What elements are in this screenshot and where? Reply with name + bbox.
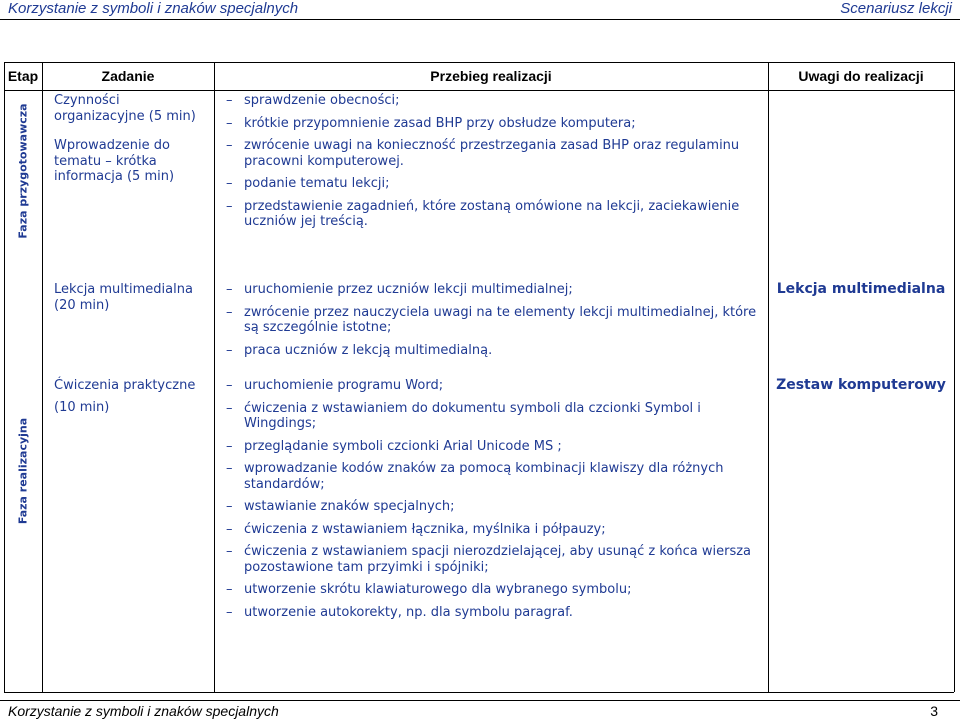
list-item: – ćwiczenia z wstawianiem spacji nierozdzielającej, aby usunąć z końca wiersza pozostawione tam przyimki i spójniki;	[222, 544, 762, 575]
row1-task-organizational: Czynności organizacyjne (5 min)	[54, 93, 196, 124]
list-item: – zwrócenie przez nauczyciela uwagi na te elementy lekcji multimedialnej, które są szczególnie istotne;	[222, 305, 762, 336]
col-divider-3	[768, 62, 769, 692]
header-title: Korzystanie z symboli i znaków specjalnych	[8, 0, 299, 17]
list-item: – sprawdzenie obecności;	[222, 93, 762, 109]
col-header-przebieg: Przebieg realizacji	[430, 68, 552, 84]
row1-task	[54, 93, 209, 185]
lesson-table	[4, 62, 954, 692]
row2-note: Lekcja multimedialna	[776, 281, 946, 297]
list-item: – utworzenie autokorekty, np. dla symbolu paragraf.	[222, 605, 762, 621]
col-header-zadanie: Zadanie	[101, 68, 155, 84]
col-header-uwagi: Uwagi do realizacji	[798, 68, 924, 84]
phase-realization-label: Faza realizacyjna	[16, 417, 30, 525]
row2-task-duration: (20 min)	[54, 297, 110, 313]
list-item: – utworzenie skrótu klawiaturowego dla wybranego symbolu;	[222, 582, 762, 598]
row3-task-duration: (10 min)	[54, 399, 110, 415]
row1-procedure	[222, 93, 762, 237]
row2-task-title: Lekcja multimedialna	[54, 282, 193, 297]
phase-realization	[4, 372, 42, 570]
row2-task	[54, 282, 209, 313]
footer-title: Korzystanie z symboli i znaków specjalnych	[8, 703, 279, 719]
phase-preparatory	[4, 90, 42, 252]
header-rule	[0, 19, 960, 20]
col-divider-2	[214, 62, 215, 692]
list-item: – ćwiczenia z wstawianiem do dokumentu symboli dla czcionki Symbol i Wingdings;	[222, 401, 762, 432]
list-item: – uruchomienie przez uczniów lekcji multimedialnej;	[222, 282, 762, 298]
list-item: – podanie tematu lekcji;	[222, 176, 762, 192]
list-item: – zwrócenie uwagi na konieczność przestrzegania zasad BHP oraz regulaminu pracowni komputerowej.	[222, 138, 762, 169]
header-doc-type: Scenariusz lekcji	[840, 0, 952, 17]
list-item: – krótkie przypomnienie zasad BHP przy obsłudze komputera;	[222, 116, 762, 132]
list-item: – uruchomienie programu Word;	[222, 378, 762, 394]
list-item: – wprowadzanie kodów znaków za pomocą kombinacji klawiszy dla różnych standardów;	[222, 461, 762, 492]
phase-preparatory-label: Faza przygotowawcza	[16, 103, 30, 239]
page-number: 3	[930, 703, 938, 719]
list-item: – praca uczniów z lekcją multimedialną.	[222, 343, 762, 359]
page-header	[8, 0, 952, 18]
table-bottom-border	[4, 692, 954, 693]
col-header-etap: Etap	[7, 68, 39, 84]
table-right-border	[954, 62, 955, 692]
table-header-border	[4, 90, 954, 91]
list-item: – ćwiczenia z wstawianiem łącznika, myślnika i półpauzy;	[222, 522, 762, 538]
row3-procedure	[222, 378, 762, 627]
row1-task-introduction: Wprowadzenie do tematu – krótka informacja (5 min)	[54, 138, 175, 184]
footer-rule	[0, 700, 960, 701]
row3-task-title: Ćwiczenia praktyczne	[54, 378, 196, 393]
list-item: – wstawianie znaków specjalnych;	[222, 499, 762, 515]
row3-note: Zestaw komputerowy	[776, 377, 946, 393]
list-item: – przeglądanie symboli czcionki Arial Unicode MS ;	[222, 439, 762, 455]
row3-task	[54, 378, 209, 415]
col-divider-1	[42, 62, 43, 692]
list-item: – przedstawienie zagadnień, które zostaną omówione na lekcji, zaciekawienie uczniów jej treścią.	[222, 199, 762, 230]
row2-procedure	[222, 282, 762, 365]
